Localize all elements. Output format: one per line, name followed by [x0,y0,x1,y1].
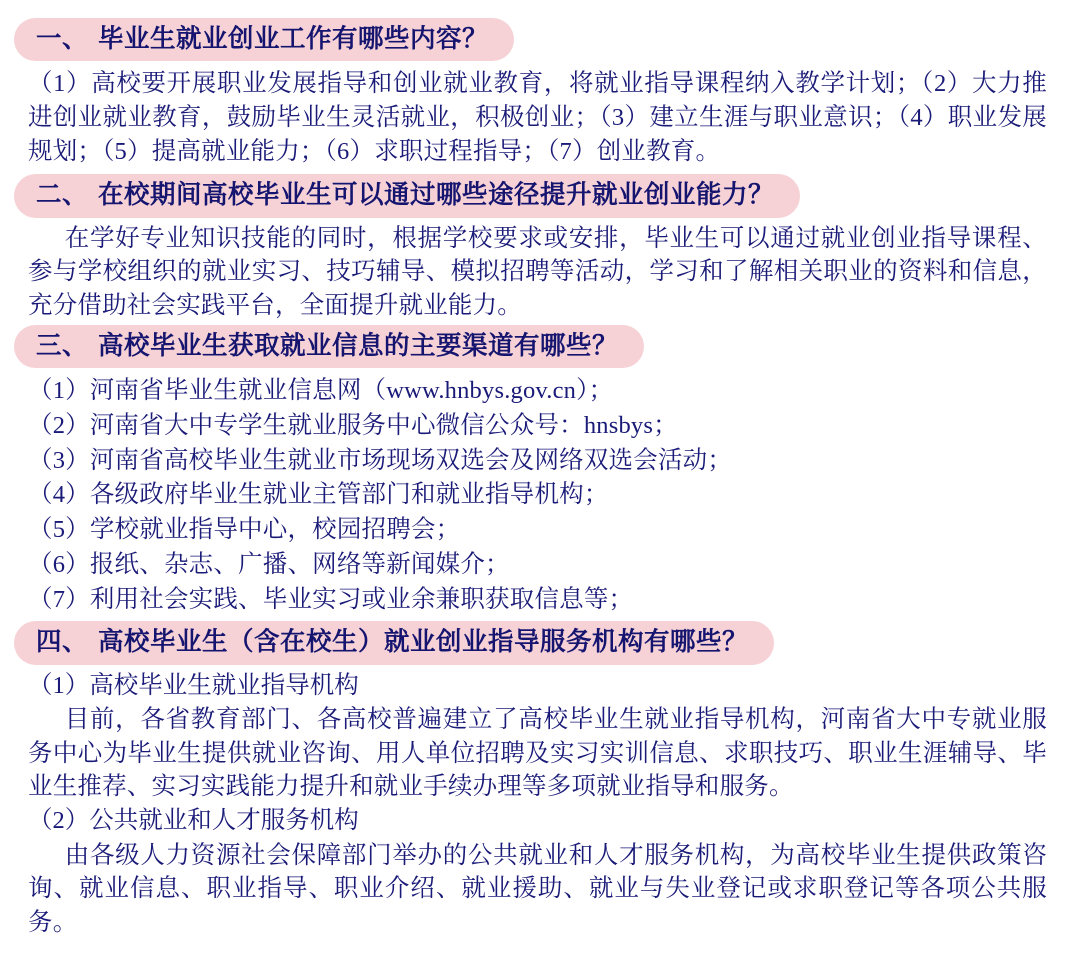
list-item: （2）河南省大中专学生就业服务中心微信公众号：hnsbys； [28,411,678,439]
section-2-heading [14,174,800,217]
list-item: （6）报纸、杂志、广播、网络等新闻媒介； [28,550,510,578]
qa-section-2 [14,174,1055,322]
qa-section-3 [14,325,1055,620]
section-4-number: 四、 [36,627,89,657]
section-4-sub-paragraph-1: 目前，各省教育部门、各高校普遍建立了高校毕业生就业指导机构，河南省大中专就业服务中心为毕业生提供就业咨询、用人单位招聘及实习实训信息、求职技巧、职业生涯辅导、毕业生推荐、实习实践能力提升和就业手续办理等多项就业指导和服务。 [28,705,1047,801]
qa-section-4 [14,621,1055,939]
list-item: （3）河南省高校毕业生就业市场现场双选会及网络双选会活动； [28,446,733,474]
list-item: （7）利用社会实践、毕业实习或业余兼职获取信息等； [28,585,634,613]
section-1-paragraph: （1）高校要开展职业发展指导和创业就业教育，将就业指导课程纳入教学计划；（2）大力推进创业就业教育，鼓励毕业生灵活就业，积极创业；（3）建立生涯与职业意识；（4）职业发展规划；（5）提高就业能力；（6）求职过程指导；（7）创业教育。 [28,70,1047,165]
section-2-number: 二、 [36,180,89,210]
section-3-heading-wrap [14,325,1055,368]
section-3-heading [14,325,644,368]
list-item: （5）学校就业指导中心，校园招聘会； [28,516,461,544]
section-4-title: 高校毕业生（含在校生）就业创业指导服务机构有哪些？ [98,627,749,657]
section-3-number: 三、 [36,330,89,360]
section-2-title: 在校期间高校毕业生可以通过哪些途径提升就业创业能力？ [98,180,775,210]
section-4-sub-label-1: （1）高校毕业生就业指导机构 [28,671,359,699]
list-item: （4）各级政府毕业生就业主管部门和就业指导机构； [28,481,609,509]
section-2-paragraph: 在学好专业知识技能的同时，根据学校要求或安排，毕业生可以通过就业创业指导课程、参与学校组织的就业实习、技巧辅导、模拟招聘等活动，学习和了解相关职业的资料和信息，充分借助社会实践平台，全面提升就业能力。 [28,224,1047,320]
section-2-heading-wrap [14,174,1055,217]
section-1-heading-wrap [14,18,1055,61]
section-4-sub-label-2: （2）公共就业和人才服务机构 [28,807,359,835]
section-1-number: 一、 [36,24,89,53]
section-4-heading-wrap [14,621,1055,664]
section-4-heading [14,621,774,664]
section-3-list [14,372,1055,619]
list-item: （1）河南省毕业生就业信息网（www.hnbys.gov.cn）； [28,377,614,405]
section-4-sub-paragraph-2: 由各级人力资源社会保障部门举办的公共就业和人才服务机构，为高校毕业生提供政策咨询、就业信息、职业指导、职业介绍、就业援助、就业与失业登记或求职登记等各项公共服务。 [28,841,1047,937]
section-1-heading [14,18,514,61]
section-1-title: 毕业生就业创业工作有哪些内容？ [98,24,489,53]
qa-section-1 [14,18,1055,172]
section-3-title: 高校毕业生获取就业信息的主要渠道有哪些？ [98,330,619,360]
